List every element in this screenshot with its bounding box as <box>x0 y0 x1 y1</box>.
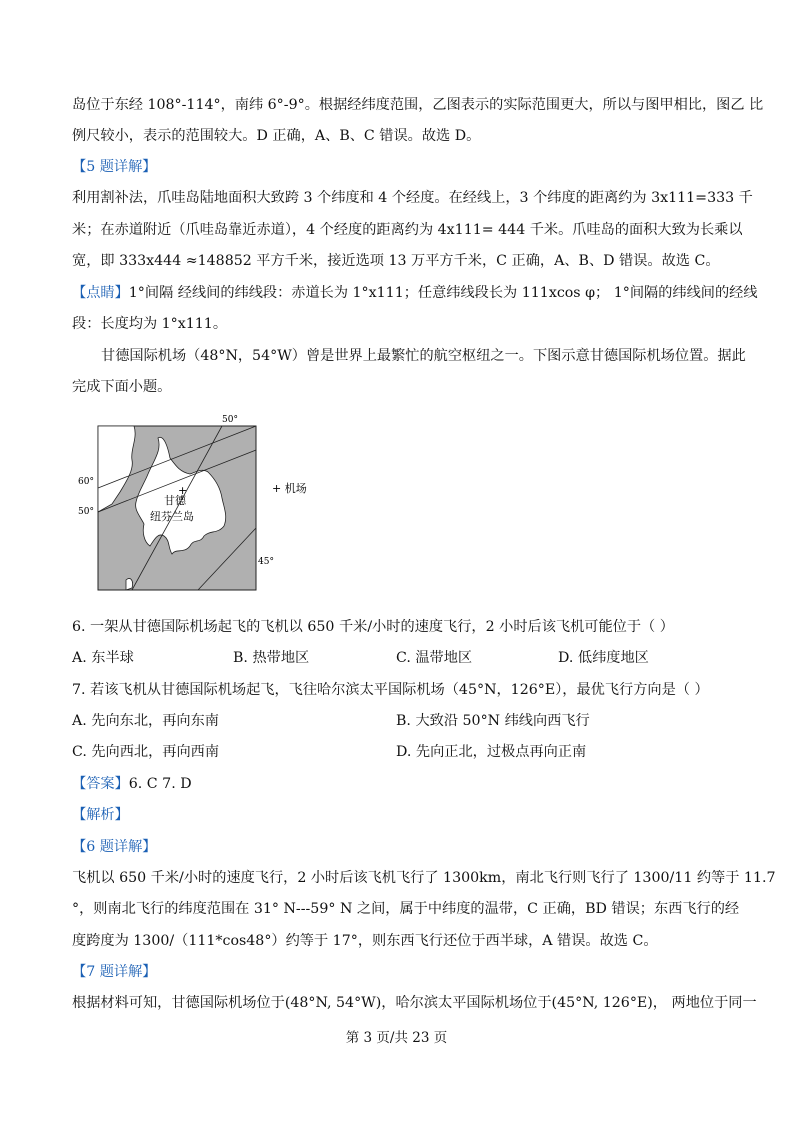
option-a: A. 东半球 <box>72 650 134 666</box>
section-heading: 【7 题详解】 <box>72 964 157 980</box>
label-60: 60° <box>78 477 94 487</box>
option-d: D. 低纬度地区 <box>558 650 649 666</box>
answer-text: 6. C 7. D <box>128 776 192 792</box>
answer-tag: 【答案】 <box>72 776 129 792</box>
section-heading: 【5 题详解】 <box>72 159 157 175</box>
text-line: 飞机以 650 千米/小时的速度飞行，2 小时后该飞机飞行了 1300km，南北飞行则飞行了 1300/11 约等于 11.7 <box>72 870 776 886</box>
option-b: B. 热带地区 <box>233 650 310 666</box>
analysis-tag: 【解析】 <box>72 807 129 823</box>
option-c: C. 先向西北，再向西南 <box>72 744 220 760</box>
place-gander: 甘德 <box>164 494 186 507</box>
text-line: 利用割补法，爪哇岛陆地面积大致跨 3 个纬度和 4 个经度。在经线上，3 个纬度的距离约为 3x111=333 千 <box>72 190 753 206</box>
option-c: C. 温带地区 <box>396 650 473 666</box>
small-island <box>126 578 133 590</box>
page-footer: 第 3 页/共 23 页 <box>345 1030 448 1046</box>
text-line: 米；在赤道附近（爪哇岛靠近赤道），4 个经度的距离约为 4x111= 444 千米。爪哇岛的面积大致为长乘以 <box>72 222 743 238</box>
map-legend: + 机场 <box>272 482 307 495</box>
text-line: °，则南北飞行的纬度范围在 31° N---59° N 之间，属于中纬度的温带，C 正确，BD 错误；东西飞行的经 <box>72 901 740 917</box>
text-line: 例尺较小，表示的范围较大。D 正确，A、B、C 错误。故选 D。 <box>72 128 481 144</box>
section-heading: 【6 题详解】 <box>72 839 157 855</box>
text-line: 根据材料可知，甘德国际机场位于(48°N, 54°W)，哈尔滨太平国际机场位于(45°N, 126°E)， 两地位于同一 <box>72 995 757 1011</box>
text-line: 1°间隔 经线间的纬线段：赤道长为 1°x111；任意纬线段长为 111xcos φ； 1°间隔的纬线间的经线 <box>128 285 758 301</box>
label-50-left: 50° <box>78 507 94 517</box>
label-50: 50° <box>222 415 238 425</box>
label-45: 45° <box>258 557 274 567</box>
answer-line <box>72 774 725 794</box>
option-b: B. 大致沿 50°N 纬线向西飞行 <box>396 713 590 729</box>
note-tag: 【点睛】 <box>72 285 129 301</box>
question-stem: 7. 若该飞机从甘德国际机场起飞，飞往哈尔滨太平国际机场（45°N，126°E），最优飞行方向是（ ） <box>72 682 709 698</box>
gander-location-map <box>72 408 332 603</box>
text-line: 宽，即 333x444 ≈148852 平方千米，接近选项 13 万平方千米，C 正确，A、B、D 错误。故选 C。 <box>72 253 720 269</box>
option-a: A. 先向东北，再向东南 <box>72 713 219 729</box>
text-line: 段：长度均为 1°x111。 <box>72 316 228 332</box>
text-line: 岛位于东经 108°-114°，南纬 6°-9°。根据经纬度范围，乙图表示的实际范围更大，所以与图甲相比，图乙 比 <box>72 97 764 113</box>
option-d: D. 先向正北，过极点再向正南 <box>396 744 587 760</box>
text-line: 完成下面小题。 <box>72 379 172 395</box>
airport-marker: + <box>178 484 188 497</box>
question-stem: 6. 一架从甘德国际机场起飞的飞机以 650 千米/小时的速度飞行，2 小时后该飞机可能位于（ ） <box>72 619 674 635</box>
text-line: 度跨度为 1300/（111*cos48°）约等于 17°，则东西飞行还位于西半球，A 错误。故选 C。 <box>72 933 658 949</box>
place-newfoundland: 纽芬兰岛 <box>150 510 194 523</box>
text-line: 甘德国际机场（48°N，54°W）曾是世界上最繁忙的航空枢纽之一。下图示意甘德国际机场位置。据此 <box>101 348 746 364</box>
